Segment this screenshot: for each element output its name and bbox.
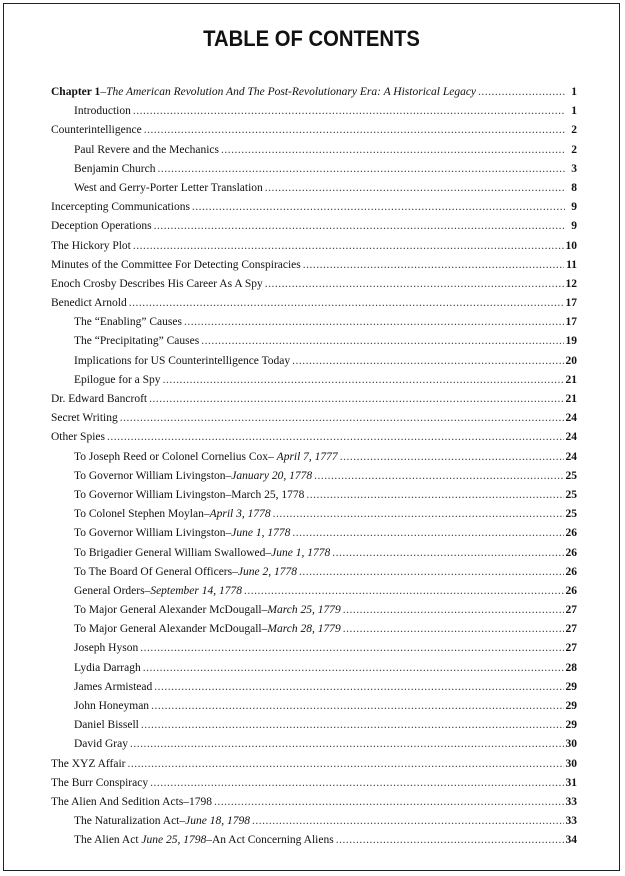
toc-entry-label (74, 831, 334, 850)
toc-entry-label (74, 332, 199, 351)
toc-entry-label (74, 352, 290, 371)
dot-leader (128, 755, 564, 774)
toc-entry-label (74, 160, 155, 179)
dot-leader (157, 160, 565, 179)
dot-leader (340, 448, 564, 467)
toc-entry-text: June 25, 1798 (141, 834, 207, 847)
toc-page-number: 8 (571, 181, 577, 194)
dot-leader (120, 409, 564, 428)
toc-entry[interactable] (51, 237, 577, 256)
toc-entry[interactable] (51, 409, 577, 428)
toc-entry-text: June 18, 1798 (185, 815, 250, 828)
toc-entry-text: Implications for US Counterintelligence Today (74, 354, 291, 367)
toc-page-number: 29 (565, 680, 577, 693)
toc-entry-label (74, 639, 138, 658)
toc-entry[interactable] (51, 83, 577, 102)
dot-leader (265, 179, 565, 198)
toc-page-number: 26 (565, 527, 577, 540)
dot-leader (144, 121, 565, 140)
toc-page-number: 33 (565, 795, 577, 808)
toc-entry-label (74, 601, 341, 620)
toc-entry-label (74, 448, 338, 467)
toc-entry-text: West and Gerry-Porter Letter Translation (74, 181, 263, 194)
dot-leader (184, 313, 564, 332)
toc-page-number: 24 (565, 431, 577, 444)
toc-entry-label (51, 121, 142, 140)
toc-page-number: 9 (571, 220, 577, 233)
toc-entry-label (74, 141, 219, 160)
toc-entry-text: – (100, 86, 107, 98)
dot-leader (478, 83, 565, 102)
toc-entry-text: Epilogue for a Spy (74, 373, 161, 386)
toc-entry-text: Benjamin Church (74, 162, 156, 175)
toc-entry-text: March 25, 1779 (267, 604, 341, 617)
toc-entry-text: Daniel Bissell (74, 719, 139, 732)
toc-subentry[interactable] (51, 735, 577, 754)
toc-page-number: 33 (565, 815, 577, 828)
toc-page-number: 24 (565, 450, 577, 463)
toc-entry-label (51, 275, 263, 294)
toc-page-number: 26 (565, 565, 577, 578)
toc-entry-label (51, 237, 131, 256)
toc-entry-text: To Joseph Reed or Colonel Cornelius Cox– (74, 450, 277, 463)
toc-entry-text: To Colonel Stephen Moylan– (74, 508, 210, 521)
toc-subentry[interactable] (51, 313, 577, 332)
toc-subentry[interactable] (51, 352, 577, 371)
toc-entry[interactable] (51, 428, 577, 447)
dot-leader (343, 601, 564, 620)
toc-entry[interactable] (51, 390, 577, 409)
toc-page-number: 11 (566, 258, 577, 271)
dot-leader (140, 639, 563, 658)
toc-page-number: 30 (565, 757, 577, 770)
toc-page-number: 19 (565, 335, 577, 348)
toc-page-number: 26 (565, 584, 577, 597)
toc-page-number: 20 (565, 354, 577, 367)
toc-entry-text: Lydia Darragh (74, 661, 141, 674)
dot-leader (273, 505, 564, 524)
toc-entry-label (74, 544, 330, 563)
toc-entry-text: The Alien Act (74, 834, 142, 847)
toc-page-number: 27 (565, 623, 577, 636)
toc-page-number: 25 (565, 488, 577, 501)
toc-entry-label (74, 812, 250, 831)
toc-subentry[interactable] (51, 639, 577, 658)
toc-entry-label (51, 409, 118, 428)
toc-entry-text: The “Precipitating” Causes (74, 335, 200, 348)
toc-entry-label (74, 659, 141, 678)
toc-entry-text: Minutes of the Committee For Detecting Conspiracies (51, 258, 301, 271)
dot-leader (130, 735, 564, 754)
toc-entry-text: John Honeyman (74, 700, 150, 712)
toc-page-number: 12 (565, 277, 577, 290)
toc-entry-text: James Armistead (74, 680, 153, 693)
toc-entry-text: Counterintelligence (51, 124, 142, 137)
dot-leader (343, 620, 564, 639)
dot-leader (192, 198, 565, 217)
toc-entry-label (51, 256, 301, 275)
toc-page-number: 21 (565, 393, 577, 405)
toc-entry-text: Chapter 1 (51, 86, 101, 98)
toc-subentry[interactable] (51, 448, 577, 467)
toc-page-number: 2 (571, 124, 577, 137)
toc-entry-text: David Gray (74, 738, 128, 751)
toc-entry-text: September 14, 1778 (150, 584, 242, 597)
toc-entry-text: June 1, 1778 (271, 546, 331, 559)
toc-entry[interactable] (51, 793, 577, 812)
toc-page-number: 21 (565, 373, 577, 386)
toc-subentry[interactable] (51, 812, 577, 831)
toc-page-number: 17 (565, 316, 577, 329)
dot-leader (214, 793, 564, 812)
toc-subentry[interactable] (51, 332, 577, 351)
toc-entry-label (74, 735, 128, 754)
toc-subentry[interactable] (51, 620, 577, 639)
toc-entry-text: January 20, 1778 (231, 469, 313, 482)
toc-entry-text: Secret Writing (51, 412, 118, 425)
toc-entry-text: To Brigadier General William Swallowed– (74, 546, 272, 559)
toc-page-number: 28 (565, 661, 577, 674)
toc-entry-text: The “Enabling” Causes (74, 316, 182, 329)
toc-entry-text: Benedict Arnold (51, 297, 127, 310)
toc-entry-label (74, 697, 149, 716)
toc-entry[interactable] (51, 217, 577, 236)
toc-entry-text: Dr. Edward Bancroft (51, 393, 148, 405)
dot-leader (149, 390, 563, 409)
toc-page-number: 25 (565, 469, 577, 482)
dot-leader (265, 275, 564, 294)
toc-entry-label (74, 102, 131, 121)
toc-entry-label (74, 179, 263, 198)
toc-entry-text: March 28, 1779 (267, 623, 341, 636)
toc-entry-text: Deception Operations (51, 220, 152, 233)
toc-entry-text: To Governor William Livingston–March 25, 1778 (74, 488, 305, 501)
toc-subentry[interactable] (51, 524, 577, 543)
dot-leader (299, 563, 564, 582)
toc-entry-label (51, 217, 152, 236)
dot-leader (150, 774, 563, 793)
toc-page-number: 34 (565, 834, 577, 847)
toc-entry-label (51, 428, 105, 447)
toc-subentry[interactable] (51, 563, 577, 582)
toc-entry-label (51, 294, 127, 313)
toc-entry-label (74, 620, 341, 639)
toc-entry-text: To Governor William Livingston– (74, 527, 232, 540)
toc-entry-text: General Orders– (74, 584, 151, 597)
dot-leader (154, 678, 563, 697)
table-of-contents (51, 83, 577, 851)
toc-subentry[interactable] (51, 160, 577, 179)
dot-leader (252, 812, 564, 831)
toc-entry-label (74, 313, 182, 332)
toc-page-number: 27 (565, 604, 577, 617)
toc-subentry[interactable] (51, 697, 577, 716)
toc-page-number: 25 (565, 508, 577, 521)
toc-entry-text: The Burr Conspiracy (51, 776, 149, 789)
dot-leader (306, 486, 563, 505)
dot-leader (133, 102, 565, 121)
dot-leader (292, 524, 563, 543)
toc-subentry[interactable] (51, 601, 577, 620)
toc-entry[interactable] (51, 198, 577, 217)
toc-entry[interactable] (51, 774, 577, 793)
toc-subentry[interactable] (51, 716, 577, 735)
dot-leader (292, 352, 563, 371)
toc-entry-label (74, 716, 139, 735)
page-title: TABLE OF CONTENTS (203, 26, 420, 51)
dot-leader (221, 141, 565, 160)
toc-entry-text: To The Board Of General Officers– (74, 565, 238, 578)
toc-entry-label (74, 371, 161, 390)
toc-entry-text: April 3, 1778 (209, 508, 271, 521)
toc-subentry[interactable] (51, 831, 577, 850)
toc-subentry[interactable] (51, 141, 577, 160)
dot-leader (107, 428, 564, 447)
toc-subentry[interactable] (51, 659, 577, 678)
toc-entry-text: To Major General Alexander McDougall– (74, 604, 268, 617)
toc-entry[interactable] (51, 121, 577, 140)
toc-page-number: 9 (571, 201, 577, 214)
dot-leader (336, 831, 564, 850)
toc-entry-text: Incercepting Communications (51, 201, 190, 214)
toc-entry-label (74, 582, 242, 601)
toc-page-number: 2 (571, 143, 577, 156)
toc-page-number: 26 (565, 546, 577, 559)
toc-entry-label (51, 390, 147, 409)
toc-subentry[interactable] (51, 371, 577, 390)
toc-entry-text: To Major General Alexander McDougall– (74, 623, 268, 636)
dot-leader (133, 237, 564, 256)
toc-entry-text: June 2, 1778 (237, 565, 297, 578)
toc-subentry[interactable] (51, 179, 577, 198)
toc-entry-label (74, 486, 304, 505)
toc-entry-label (51, 774, 148, 793)
toc-entry-label (74, 467, 312, 486)
toc-entry-text: June 1, 1778 (231, 527, 291, 540)
toc-page-number: 30 (565, 738, 577, 751)
toc-subentry[interactable] (51, 467, 577, 486)
dot-leader (244, 582, 564, 601)
toc-page-number: 3 (571, 162, 577, 175)
page-frame (3, 3, 620, 871)
toc-entry-text: Paul Revere and the Mechanics (74, 143, 219, 156)
toc-entry-text: The Naturalization Act– (74, 815, 186, 828)
dot-leader (151, 697, 563, 716)
toc-page-number: 17 (565, 297, 577, 310)
toc-entry-text: The American Revolution And The Post-Revolutionary Era: A Historical Legacy (106, 86, 477, 98)
toc-subentry[interactable] (51, 505, 577, 524)
toc-entry[interactable] (51, 275, 577, 294)
dot-leader (303, 256, 564, 275)
toc-entry-label (74, 678, 152, 697)
toc-entry-text: Enoch Crosby Describes His Career As A Spy (51, 277, 263, 290)
toc-entry-text: Joseph Hyson (74, 642, 139, 655)
toc-subentry[interactable] (51, 102, 577, 121)
toc-entry-text: –An Act Concerning Aliens (206, 834, 334, 847)
toc-entry-text: Other Spies (51, 431, 105, 444)
toc-entry-text: The XYZ Affair (51, 757, 126, 770)
dot-leader (143, 659, 564, 678)
toc-entry-text: Introduction (74, 105, 131, 118)
toc-subentry[interactable] (51, 582, 577, 601)
toc-entry-text: To Governor William Livingston– (74, 469, 232, 482)
toc-entry-text: April 7, 1777 (276, 450, 338, 463)
toc-entry-label (74, 524, 290, 543)
dot-leader (332, 544, 563, 563)
dot-leader (314, 467, 563, 486)
toc-page-number: 1 (571, 86, 577, 98)
toc-entry[interactable] (51, 755, 577, 774)
toc-entry-label (51, 83, 476, 102)
dot-leader (163, 371, 564, 390)
dot-leader (141, 716, 564, 735)
toc-page-number: 29 (565, 719, 577, 732)
toc-page-number: 27 (565, 642, 577, 655)
toc-entry-label (51, 793, 212, 812)
dot-leader (201, 332, 563, 351)
toc-entry-label (74, 505, 271, 524)
toc-page-number: 24 (565, 412, 577, 425)
toc-subentry[interactable] (51, 486, 577, 505)
toc-page-number: 29 (565, 700, 577, 712)
toc-entry-label (51, 198, 190, 217)
toc-entry-text: The Hickory Plot (51, 239, 131, 252)
toc-subentry[interactable] (51, 544, 577, 563)
toc-page-number: 31 (565, 776, 577, 789)
dot-leader (129, 294, 564, 313)
toc-entry-text: The Alien And Sedition Acts–1798 (51, 795, 212, 808)
toc-entry[interactable] (51, 256, 577, 275)
toc-page-number: 1 (571, 105, 577, 118)
toc-entry-label (74, 563, 297, 582)
toc-subentry[interactable] (51, 678, 577, 697)
toc-entry-label (51, 755, 126, 774)
dot-leader (154, 217, 565, 236)
toc-page-number: 10 (565, 239, 577, 252)
toc-entry[interactable] (51, 294, 577, 313)
